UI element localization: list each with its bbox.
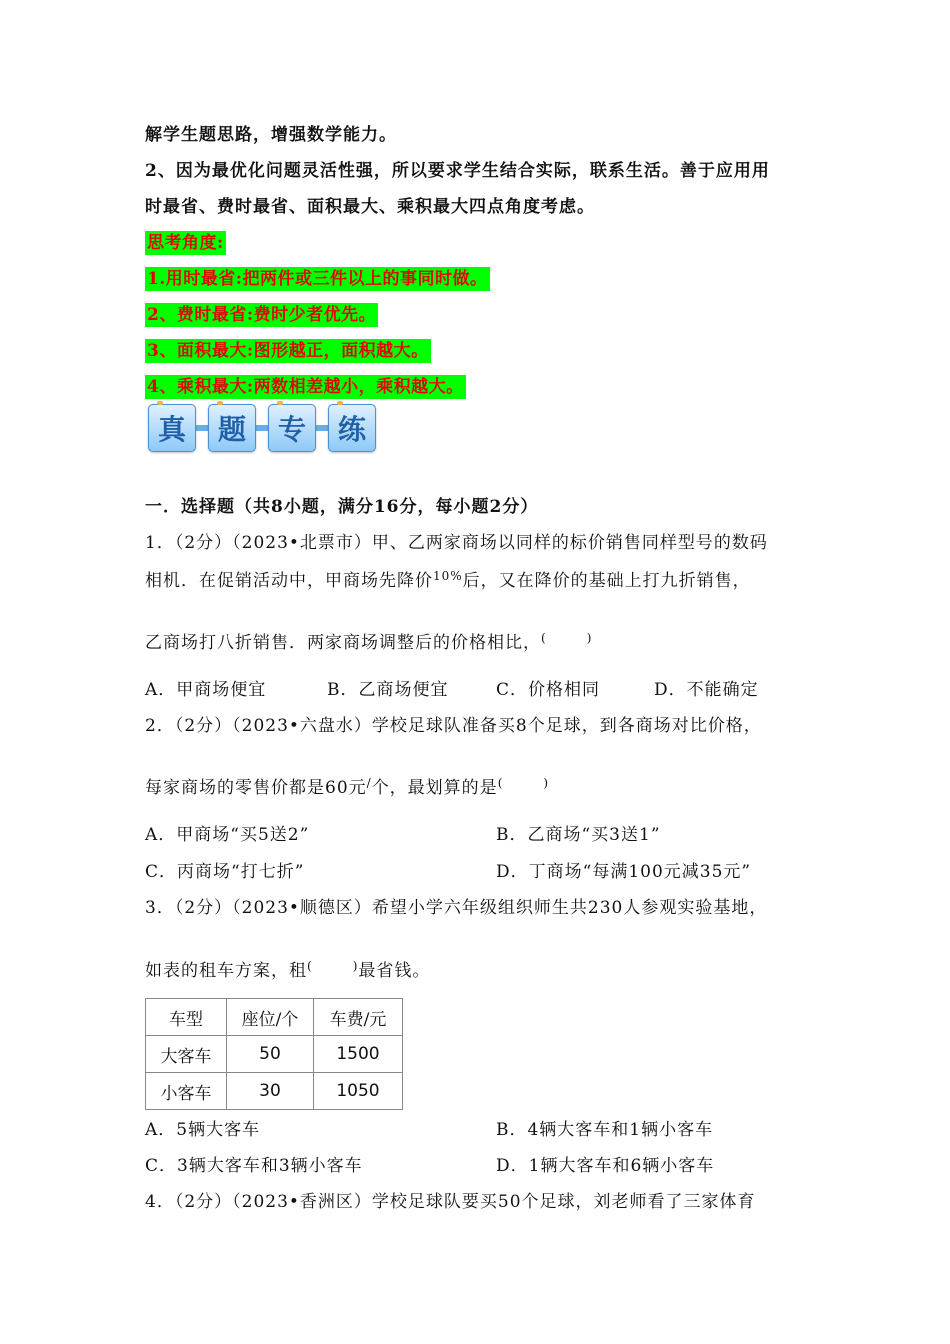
table-header-row [146,999,403,1036]
table-cell: 1500 [314,1036,403,1073]
q1-option-c: C．价格相同 [496,680,601,700]
q2-option-c: C．丙商场“打七折” [145,862,305,882]
table-cell: 50 [227,1036,314,1073]
thinking-title: 思考角度: [147,233,224,253]
table-cell: 小客车 [146,1073,227,1110]
table-row [146,1036,403,1073]
q1-option-b: B．乙商场便宜 [327,680,449,700]
thinking-item: 4、乘积最大:两数相差越小，乘积越大。 [147,377,464,397]
table-header-cell: 座位/个 [227,999,314,1036]
banner-tile: 真 [148,404,196,452]
banner-tile: 题 [208,404,256,452]
q1-line-1: 1．（2分）（2023•北票市）甲、乙两家商场以同样的标价销售同样型号的数码 [145,533,768,553]
q1-line-3: 乙商场打八折销售．两家商场调整后的价格相比，( ) [145,631,593,653]
q3-option-c: C．3辆大客车和3辆小客车 [145,1156,363,1176]
practice-banner [148,404,376,452]
q1-option-a: A．甲商场便宜 [145,680,267,700]
q1-option-d: D．不能确定 [654,680,759,700]
q2-line-2: 每家商场的零售价都是60元/个，最划算的是( ) [145,776,550,798]
banner-tile: 练 [328,404,376,452]
table-header-cell: 车费/元 [314,999,403,1036]
thinking-item: 3、面积最大:图形越正，面积越大。 [147,341,429,361]
table-cell: 大客车 [146,1036,227,1073]
q2-option-a: A．甲商场“买5送2” [145,825,310,845]
q3-option-b: B．4辆大客车和1辆小客车 [496,1120,714,1140]
q3-option-a: A．5辆大客车 [145,1120,261,1140]
thinking-item: 2、费时最省:费时少者优先。 [147,305,377,325]
thinking-item: 1.用时最省:把两件或三件以上的事同时做。 [147,269,488,289]
q2-option-d: D．丁商场“每满100元减35元” [496,862,752,882]
table-row [146,1073,403,1110]
q1-percent: 10% [433,569,463,583]
table-cell: 1050 [314,1073,403,1110]
q2-option-b: B．乙商场“买3送1” [496,825,661,845]
q3-line-1: 3．（2分）（2023•顺德区）希望小学六年级组织师生共230人参观实验基地， [145,898,768,918]
banner-tile: 专 [268,404,316,452]
q4-line-1: 4．（2分）（2023•香洲区）学校足球队要买50个足球，刘老师看了三家体育 [145,1192,756,1212]
intro-line-2: 2、因为最优化问题灵活性强，所以要求学生结合实际，联系生活。善于应用用 [145,161,770,181]
q3-line-2: 如表的租车方案，租( )最省钱。 [145,959,431,981]
q3-option-d: D．1辆大客车和6辆小客车 [496,1156,715,1176]
intro-line-1: 解学生题思路，增强数学能力。 [145,125,397,145]
q2-line-1: 2．（2分）（2023•六盘水）学校足球队准备买8个足球，到各商场对比价格， [145,716,762,736]
table-header-cell: 车型 [146,999,227,1036]
section-title: 一．选择题（共8小题，满分16分，每小题2分） [145,497,539,517]
rental-table [145,998,403,1110]
intro-line-3: 时最省、费时最省、面积最大、乘积最大四点角度考虑。 [145,197,595,217]
q1-line-2: 相机．在促销活动中，甲商场先降价10%后，又在降价的基础上打九折销售， [145,569,751,591]
table-cell: 30 [227,1073,314,1110]
